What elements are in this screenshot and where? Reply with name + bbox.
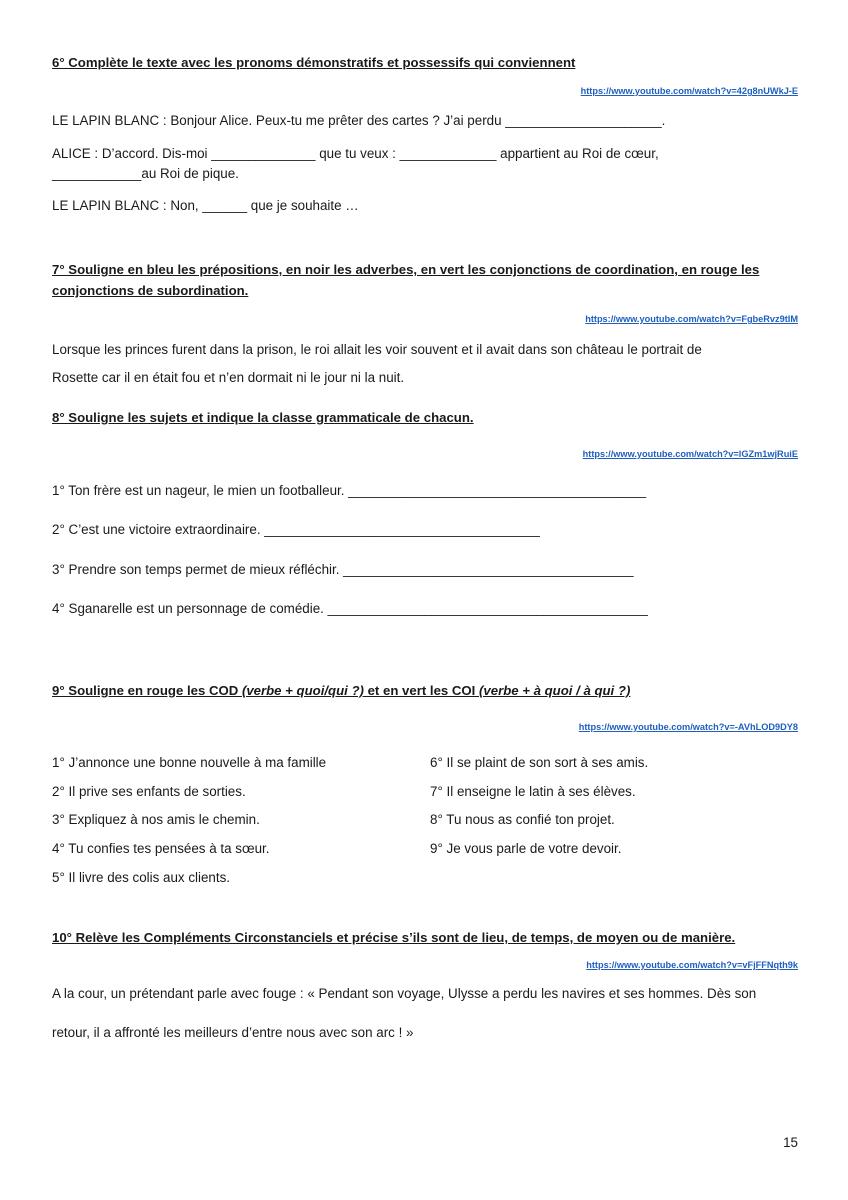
section-9-left-item: 5° Il livre des colis aux clients.: [52, 870, 231, 885]
section-8-item: 4° Sganarelle est un personnage de comédie. ___________________________________________: [52, 601, 648, 616]
section-9-right-item: 6° Il se plaint de son sort à ses amis.: [430, 755, 649, 770]
section-9-left-item: 4° Tu confies tes pensées à ta sœur.: [52, 841, 270, 856]
section-7-heading-line-2: conjonctions de subordination.: [52, 283, 249, 298]
section-8-video-link[interactable]: https://www.youtube.com/watch?v=lGZm1wjRuiE: [582, 449, 798, 459]
section-9-left-item: 2° Il prive ses enfants de sorties.: [52, 784, 246, 799]
section-7-video-link[interactable]: https://www.youtube.com/watch?v=FgbeRvz9tIM: [585, 314, 798, 324]
section-10-text-line-2: retour, il a affronté les meilleurs d’entre nous avec son arc ! »: [52, 1025, 414, 1040]
heading-part: 9° Souligne en rouge les COD: [52, 683, 242, 698]
section-10-text-line-1: A la cour, un prétendant parle avec fouge : « Pendant son voyage, Ulysse a perdu les navires et ses hommes. Dès son: [52, 986, 757, 1001]
section-8-item: 2° C’est une victoire extraordinaire. _____________________________________: [52, 522, 540, 537]
section-8-item: 1° Ton frère est un nageur, le mien un footballeur. ________________________________________: [52, 483, 647, 498]
section-8-heading: 8° Souligne les sujets et indique la classe grammaticale de chacun.: [52, 410, 474, 425]
heading-coi-hint: (verbe + à quoi / à qui ?): [479, 683, 631, 698]
section-6-line-4: LE LAPIN BLANC : Non, ______ que je souhaite …: [52, 198, 359, 213]
section-6-line-3: ____________au Roi de pique.: [52, 166, 239, 181]
section-10-video-link[interactable]: https://www.youtube.com/watch?v=vFjFFNqth9k: [586, 960, 798, 970]
page-number: 15: [783, 1135, 798, 1150]
section-10-heading: 10° Relève les Compléments Circonstanciels et précise s’ils sont de lieu, de temps, de moyen ou de manière.: [52, 930, 736, 945]
section-9-heading: [52, 683, 630, 698]
section-6-line-2: ALICE : D’accord. Dis-moi ______________ que tu veux : _____________ appartient au Roi de cœur,: [52, 146, 659, 161]
section-9-left-item: 3° Expliquez à nos amis le chemin.: [52, 812, 260, 827]
heading-part: et en vert les COI: [363, 683, 480, 698]
section-9-video-link[interactable]: https://www.youtube.com/watch?v=-AVhLOD9DY8: [578, 722, 798, 732]
section-7-text-line-2: Rosette car il en était fou et n’en dormait ni le jour ni la nuit.: [52, 370, 405, 385]
section-7-heading-line-1: 7° Souligne en bleu les prépositions, en noir les adverbes, en vert les conjonctions de coordination, en rouge les: [52, 262, 760, 277]
section-7-text-line-1: Lorsque les princes furent dans la prison, le roi allait les voir souvent et il avait dans son château le portrait de: [52, 342, 702, 357]
section-6-video-link[interactable]: https://www.youtube.com/watch?v=42g8nUWkJ-E: [580, 86, 798, 96]
section-6-line-1: LE LAPIN BLANC : Bonjour Alice. Peux-tu me prêter des cartes ? J’ai perdu _____________________.: [52, 113, 666, 128]
section-9-left-item: 1° J’annonce une bonne nouvelle à ma famille: [52, 755, 327, 770]
section-6-heading: 6° Complète le texte avec les pronoms démonstratifs et possessifs qui conviennent: [52, 55, 576, 70]
section-8-item: 3° Prendre son temps permet de mieux réfléchir. _______________________________________: [52, 562, 634, 577]
section-9-right-item: 9° Je vous parle de votre devoir.: [430, 841, 622, 856]
section-9-right-item: 8° Tu nous as confié ton projet.: [430, 812, 615, 827]
heading-cod-hint: (verbe + quoi/qui ?): [241, 683, 364, 698]
section-9-right-item: 7° Il enseigne le latin à ses élèves.: [430, 784, 636, 799]
